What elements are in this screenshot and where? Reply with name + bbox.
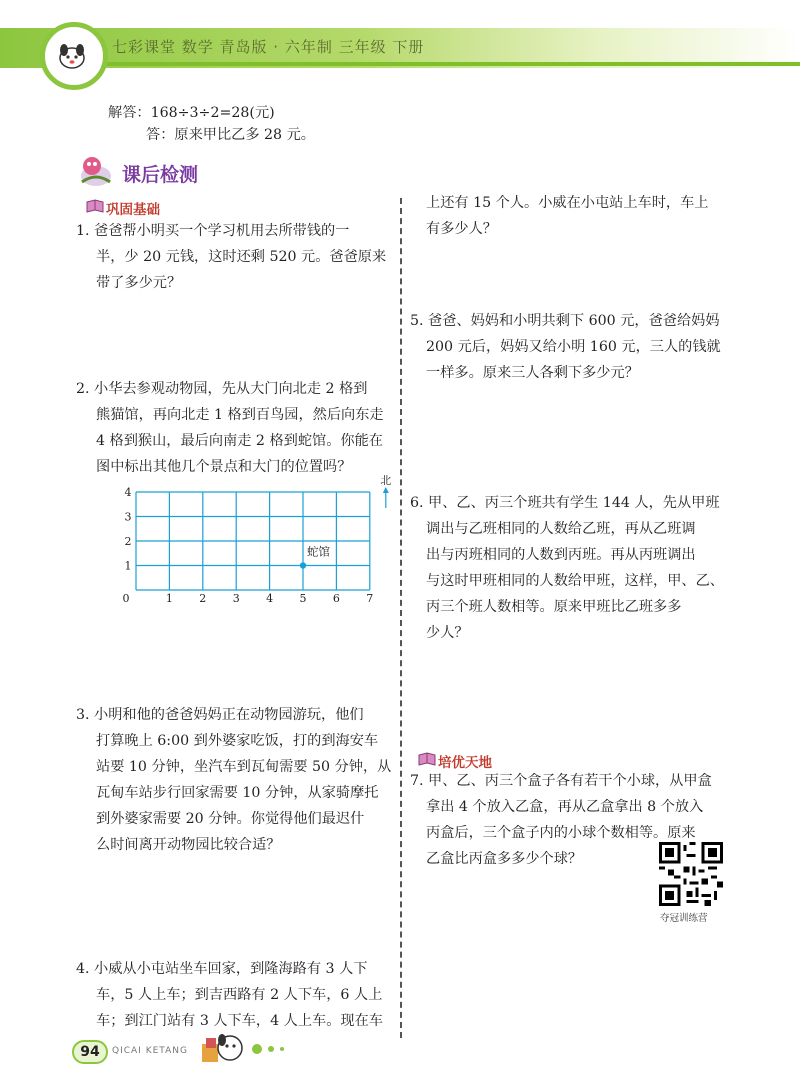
y-tick-label: 4 [124, 486, 132, 499]
q7-line: 丙盒后，三个盒子内的小球个数相等。原来 [426, 825, 696, 841]
q3-line: 3. 小明和他的爸爸妈妈正在动物园游玩，他们 [76, 707, 364, 723]
column-divider [400, 198, 402, 1038]
header-rule [90, 62, 800, 66]
q6-line: 与这时甲班相同的人数给甲班，这样，甲、乙、 [426, 573, 724, 589]
question-6 [410, 490, 724, 646]
q3-line: 么时间离开动物园比较合适？ [96, 837, 281, 853]
x-tick-label: 7 [366, 592, 374, 604]
subsection-basic-title: 巩固基础 [106, 202, 160, 218]
q4-line: 车；到江门站有 3 人下车，4 人上车。现在车 [96, 1013, 383, 1029]
map-grid [118, 474, 398, 604]
book-icon [86, 199, 104, 213]
q7-line: 7. 甲、乙、丙三个盒子各有若干个小球，从甲盒 [410, 773, 712, 789]
section-title: 课后检测 [122, 164, 199, 186]
q2-line: 2. 小华去参观动物园，先从大门向北走 2 格到 [76, 381, 368, 397]
q7-line: 拿出 4 个放入乙盒，再从乙盒拿出 8 个放入 [426, 799, 704, 815]
north-label: 北 [380, 474, 392, 487]
q4-cont-line: 上还有 15 个人。小威在小屯站上车时，车上 [426, 195, 709, 211]
north-arrow-head [383, 487, 389, 493]
q1-line: 1. 爸爸帮小明买一个学习机用去所带钱的一 [76, 223, 350, 239]
question-4-continued [426, 190, 708, 242]
subsection-advanced-title: 培优天地 [438, 755, 492, 771]
x-tick-label: 1 [165, 592, 173, 604]
book-icon [418, 752, 436, 766]
x-tick-label: 0 [122, 592, 130, 604]
q6-line: 丙三个班人数相等。原来甲班比乙班多多 [426, 599, 682, 615]
q6-line: 少人？ [426, 625, 469, 641]
qr-caption: 夺冠训练营 [660, 913, 708, 924]
q3-line: 瓦甸车站步行回家需要 10 分钟，从家骑摩托 [96, 785, 379, 801]
q5-line: 200 元后，妈妈又给小明 160 元，三人的钱就 [426, 339, 721, 355]
answer-line-1: 解答：168÷3÷2=28(元) [108, 105, 275, 121]
snake-house-label: 蛇馆 [307, 544, 330, 559]
q3-line: 到外婆家需要 20 分钟。你觉得他们最迟什 [96, 811, 365, 827]
footer-dot [268, 1046, 274, 1052]
y-tick-label: 1 [124, 559, 132, 573]
q3-line: 站要 10 分钟，坐汽车到瓦甸需要 50 分钟，从 [96, 759, 392, 775]
q4-line: 4. 小威从小屯站坐车回家，到隆海路有 3 人下 [76, 961, 368, 977]
x-tick-label: 2 [199, 592, 207, 604]
q5-line: 5. 爸爸、妈妈和小明共剩下 600 元，爸爸给妈妈 [410, 313, 720, 329]
footer-dog-icon [200, 1024, 246, 1064]
q1-line: 半，少 20 元钱，这时还剩 520 元。爸爸原来 [96, 249, 387, 265]
q6-line: 调出与乙班相同的人数给乙班，再从乙班调 [426, 521, 696, 537]
x-tick-label: 4 [266, 592, 274, 604]
q1-line: 带了多少元？ [96, 275, 182, 291]
y-tick-label: 3 [124, 510, 132, 524]
footer-brand: QICAI KETANG [112, 1046, 188, 1056]
answer-line-2: 答：原来甲比乙多 28 元。 [146, 127, 315, 143]
snake-house-point [300, 562, 306, 568]
question-2 [76, 376, 384, 480]
question-1 [76, 218, 386, 296]
footer-dot [280, 1047, 284, 1051]
x-tick-label: 6 [332, 592, 340, 604]
q3-line: 打算晚上 6:00 到外婆家吃饭，打的到海安车 [96, 733, 379, 749]
cartoon-dog-logo-icon [55, 40, 89, 70]
question-4 [76, 956, 383, 1034]
question-5 [410, 308, 721, 386]
q2-line: 图中标出其他几个景点和大门的位置吗？ [96, 459, 352, 475]
footer-dot [252, 1044, 262, 1054]
q2-line: 熊猫馆，再向北走 1 格到百鸟园，然后向东走 [96, 407, 384, 423]
q4-cont-line: 有多少人？ [426, 221, 497, 237]
q4-line: 车，5 人上车；到吉西路有 2 人下车，6 人上 [96, 987, 383, 1003]
x-tick-label: 5 [299, 592, 307, 604]
q7-line: 乙盒比丙盒多多少个球？ [426, 851, 583, 867]
q6-line: 出与丙班相同的人数到丙班。再从丙班调出 [426, 547, 696, 563]
q2-line: 4 格到猴山，最后向南走 2 格到蛇馆。你能在 [96, 433, 383, 449]
header-title: 七彩课堂 数学 青岛版 · 六年制 三年级 下册 [112, 38, 425, 56]
page-number: 94 [72, 1040, 108, 1064]
y-tick-label: 2 [124, 535, 132, 548]
q6-line: 6. 甲、乙、丙三个班共有学生 144 人，先从甲班 [410, 495, 720, 511]
qr-code-icon[interactable] [659, 842, 723, 906]
mascot-icon [76, 152, 116, 188]
q5-line: 一样多。原来三人各剩下多少元？ [426, 365, 639, 381]
question-3 [76, 702, 391, 858]
x-tick-label: 3 [232, 592, 240, 604]
